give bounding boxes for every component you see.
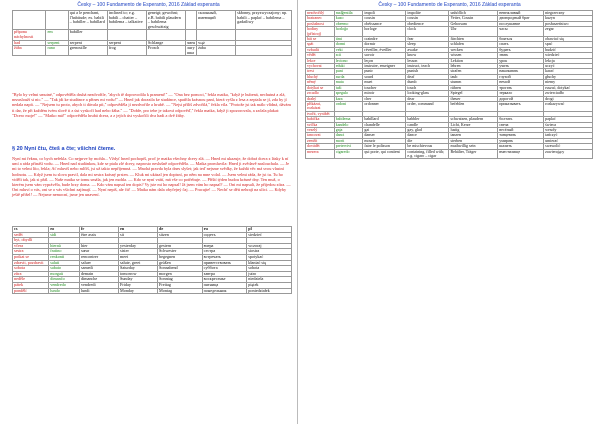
table-cell: punish <box>406 69 449 74</box>
table-cell: послушание <box>498 21 544 26</box>
table-cell <box>146 30 185 40</box>
column-header: en <box>119 227 158 233</box>
table-cell: fürchten <box>449 37 498 42</box>
table-cell: sitzen <box>158 232 203 238</box>
table-cell: schwatzen, plaudern <box>449 117 498 122</box>
table-cell: yesterday <box>119 243 158 249</box>
table-cell: wiedzieć <box>544 53 593 58</box>
table-row <box>13 30 292 40</box>
table-cell: Montag <box>158 288 203 294</box>
table-cell: leçon <box>363 58 406 63</box>
table-cell: сестра <box>202 249 247 255</box>
table-row <box>306 27 593 37</box>
table-cell: muta <box>334 80 363 85</box>
table-cell: cousin <box>406 16 449 21</box>
table-cell: puni <box>334 69 363 74</box>
table-cell: Spiegel <box>449 91 498 96</box>
table-cell: rozkazywać <box>544 101 593 111</box>
table-cell: zdravit, pozdravit <box>13 260 49 266</box>
table-cell: geneigt; gewohnt; z.B. babili plaudern – babilema geschwätzig <box>146 11 185 30</box>
table-cell: суббота <box>202 266 247 272</box>
table-cell: Vetter, Cousin <box>449 16 498 21</box>
table-cell: vědět <box>306 53 335 58</box>
story-paragraph: "Bylo by velmi smutné," odpověděla druhá nezdvořile, "abych tě doprovodila k prameni!" — "Ona bez pomoci," řekla matka, "když je hubená, nechutná a zlá, nezaslouží si nic." — "Tak jdi ke studánce a přines mi vodu!" — Hned jak dorazila ke studánce, spatřila krásnou paní, která vyšla z lesa a zeptala se jí, zda by jí nedala napít. — "Nejsem tu proto, abych ti dávala pít," odpověděla jí nezdvořile a hrubě. — "Nejsi příliš zdvořilá," řekla víla. "Protože jsi tak málo vlídná, dávám ti dar, že při každém tvém slově ti z úst vyskočí had nebo žába." — "Dobře, pro tebe je taková odpověď," řekla matka, když ji zpozorovala, a začala plakat: "Dcero moje!" — "Matko má!" odpověděla hrubá dcera, a z jejích úst vyskočili dva hadi a dvě žáby. <box>12 92 291 118</box>
table-cell: umierać <box>544 138 593 143</box>
table-cell: dimanche <box>79 277 118 283</box>
table-cell: être assis <box>79 232 118 238</box>
table-cell: весёлый <box>498 127 544 132</box>
table-cell: kandelo <box>334 122 363 127</box>
table-cell: żaba <box>197 46 236 56</box>
table-cell: dimanĉo <box>49 277 80 283</box>
table-cell: skłonny, przyzwyczajony; np. babili – paplać – babilema – gadatliwy <box>236 11 292 30</box>
table-cell: stumm <box>449 80 498 85</box>
table-cell: cousin <box>363 16 406 21</box>
vocab-table-right <box>305 10 593 159</box>
table-cell: mezera <box>306 149 335 159</box>
table-cell: wąż <box>197 40 236 46</box>
table-cell: saluer <box>79 260 118 266</box>
table-cell <box>185 30 196 40</box>
table-cell: świeca <box>544 122 593 127</box>
table-cell: morti <box>334 138 363 143</box>
table-cell: wczoraj <box>247 243 292 249</box>
table-cell: dormi <box>334 42 363 47</box>
table-cell: vzbudit <box>306 47 335 52</box>
table-cell: lekce <box>306 58 335 63</box>
table-cell: Friday <box>119 282 158 288</box>
table-cell: понедельник <box>202 288 247 294</box>
table-cell: пятница <box>202 282 247 288</box>
table-cell: siostra <box>247 249 292 255</box>
table-cell: obeemo <box>334 21 363 26</box>
table-cell: спать <box>498 42 544 47</box>
table-cell: наказывать <box>498 69 544 74</box>
table-cell: jutro <box>247 271 292 277</box>
page-header: Ĉesky – 100 Fundamento de Esperanto, 2016 Základ esperanta <box>77 2 220 8</box>
table-cell: lundi <box>79 288 118 294</box>
table-cell: včera <box>13 243 49 249</box>
table-cell <box>13 11 46 30</box>
table-cell: scii <box>334 53 363 58</box>
table-cell: neděle <box>13 277 49 283</box>
table-cell: Schwester <box>158 249 203 255</box>
table-cell: meet <box>119 254 158 260</box>
table-cell: danci <box>334 133 363 138</box>
table-cell: grenouille <box>68 46 107 56</box>
table-cell: babbler <box>406 117 449 122</box>
table-cell: sourd <box>363 74 406 79</box>
table-cell: учить <box>498 64 544 69</box>
table-cell: obedience <box>406 21 449 26</box>
table-cell: sister <box>119 249 158 255</box>
column-header: ru <box>202 227 247 233</box>
table-cell: wecken <box>449 47 498 52</box>
table-cell <box>46 11 68 30</box>
table-cell: завтра <box>202 271 247 277</box>
table-cell: tanzen <box>449 133 498 138</box>
table-cell: rühren <box>449 85 498 90</box>
page-header-right: Ĉesky – 100 Fundamento de Esperanto, 2016 Základ esperanta <box>378 2 521 8</box>
table-cell: pretervivi <box>334 144 363 149</box>
table-cell: немой <box>498 80 544 85</box>
table-cell: kara <box>334 96 363 101</box>
table-cell: eduki <box>334 64 363 69</box>
table-cell: begegnen <box>158 254 203 260</box>
table-cell: přikázat, rozkázat <box>306 101 335 111</box>
table-cell: dance <box>406 133 449 138</box>
table-cell: двоюродный брат <box>498 16 544 21</box>
table-cell: лягушка <box>186 45 195 55</box>
table-cell: babiller <box>68 30 107 40</box>
table-cell: uczyć <box>544 64 593 69</box>
table-cell: умирать <box>498 138 544 143</box>
table-cell: siedzieć <box>247 232 292 238</box>
table-cell: niedziela <box>247 277 292 283</box>
table-cell: dovádět <box>306 144 335 149</box>
column-header: pl <box>247 227 292 233</box>
table-cell: tomorrow <box>119 271 158 277</box>
table-cell: taub <box>449 74 498 79</box>
table-row <box>13 46 292 56</box>
table-row <box>13 11 292 30</box>
table-cell: sabato <box>49 266 80 272</box>
table-cell: poslušnost <box>306 21 335 26</box>
column-header: de <box>158 227 203 233</box>
table-cell: instruct, teach <box>406 64 449 69</box>
table-cell <box>236 30 292 40</box>
table-cell: Sonntag <box>158 277 203 283</box>
table-cell: clock <box>406 27 449 37</box>
table-cell: zegar <box>544 27 593 37</box>
table-cell: gai <box>363 127 406 132</box>
table-cell: němý <box>306 80 335 85</box>
table-cell: posłuszeństwo <box>544 21 593 26</box>
table-cell: leciono <box>334 58 363 63</box>
table-cell: tańczyć <box>544 133 593 138</box>
table-cell: serpent <box>46 40 68 46</box>
vocab-table-bottom <box>12 226 292 294</box>
table-cell: невежливый <box>498 11 544 16</box>
table-cell <box>197 30 236 40</box>
table-cell: głuchy <box>544 74 593 79</box>
table-cell: swawolić <box>544 144 593 149</box>
table-cell: gestern <box>158 243 203 249</box>
table-cell: qui a le penchant, l'habitude; ex. babili – babiller – babillard <box>68 11 107 30</box>
table-cell: toucher <box>363 85 406 90</box>
table-cell: veki <box>334 47 363 52</box>
table-cell: hieraŭ <box>49 243 80 249</box>
table-cell: hier <box>79 243 118 249</box>
table-cell: renkonti <box>49 254 80 260</box>
table-cell: obawiać się <box>544 37 593 42</box>
table-cell: poniedziałek <box>247 288 292 294</box>
table-cell <box>107 30 146 40</box>
table-cell: containing, filled with; e.g. cigaro – cigar <box>406 149 449 159</box>
table-cell: svíčka <box>306 122 335 127</box>
table-cell: babilema <box>334 117 363 122</box>
table-cell: глухой <box>498 74 544 79</box>
table-cell: faire le polisson <box>363 144 406 149</box>
table-cell: grüßen <box>158 260 203 266</box>
table-cell: fratino <box>49 249 80 255</box>
table-cell: qui porte, qui contient <box>363 149 406 159</box>
table-cell: paplać <box>544 117 593 122</box>
table-cell: Lektion <box>449 58 498 63</box>
table-cell: знать <box>498 53 544 58</box>
table-cell: dear <box>406 96 449 101</box>
table-cell: schlafen <box>449 42 498 47</box>
table-cell: Sunday <box>119 277 158 283</box>
table-cell: timi <box>334 37 363 42</box>
table-cell: spegulo <box>334 91 363 96</box>
table-cell: sobota <box>247 266 292 272</box>
table-cell: veselý <box>306 127 335 132</box>
table-cell: rencontrer <box>79 254 118 260</box>
table-cell: Gehorsam <box>449 21 498 26</box>
table-cell: tvořit, vyrábět <box>306 111 335 116</box>
table-cell: muthwillig sein <box>449 144 498 149</box>
table-cell: nezdvořilý <box>306 11 335 16</box>
table-cell: Schlange <box>146 40 185 46</box>
table-cell: lehren <box>449 64 498 69</box>
table-cell: сидеть <box>202 232 247 238</box>
table-cell: befehlen <box>449 101 498 111</box>
table-cell: réveiller, éveiller <box>363 47 406 52</box>
table-cell: know <box>406 53 449 58</box>
table-cell: touch <box>406 85 449 90</box>
table-cell: inclined to; e.g. babili – chatter – babilema – talkative <box>107 11 146 30</box>
table-cell: niegrzeczny <box>544 11 593 16</box>
table-cell: Freitag <box>158 282 203 288</box>
table-cell: miroir <box>363 91 406 96</box>
table-cell: trest <box>306 69 335 74</box>
table-cell: sidi <box>49 232 80 238</box>
table-cell: hluchý <box>306 74 335 79</box>
table-cell: Licht, Kerze <box>449 122 498 127</box>
column-header: eo <box>49 227 80 233</box>
table-cell: Sonnabend <box>158 266 203 272</box>
table-cell: tuŝi <box>334 85 363 90</box>
table-cell: spać <box>544 42 593 47</box>
table-cell: зеркало <box>498 91 544 96</box>
table-cell: sleep <box>406 42 449 47</box>
table-cell: žába <box>13 46 46 56</box>
table-cell: склонный, имеющий <box>197 11 236 30</box>
table-cell: serpent <box>107 40 146 46</box>
table-cell: sedět <box>13 232 49 238</box>
table-cell: будить <box>498 47 544 52</box>
table-cell: had <box>13 40 46 46</box>
table-cell: malĝentila <box>334 11 363 16</box>
table-cell: змея <box>186 40 195 45</box>
table-cell: gay, glad <box>406 127 449 132</box>
table-cell: chandelle <box>363 122 406 127</box>
table-cell: vendredo <box>49 282 80 288</box>
table-cell: zrcadlo <box>306 91 335 96</box>
vocab-table-top <box>12 10 292 56</box>
column-header: cs <box>13 227 49 233</box>
table-cell: часы <box>498 27 544 37</box>
table-cell: babillard <box>363 117 406 122</box>
table-cell: theuer <box>449 96 498 101</box>
table-cell: samedi <box>79 266 118 272</box>
table-cell: sobota <box>13 266 49 272</box>
table-cell: be mischievous <box>406 144 449 149</box>
table-cell: mourir <box>363 138 406 143</box>
table-cell: zwierciadło <box>544 91 593 96</box>
left-page <box>0 0 298 424</box>
table-cell: sœur <box>79 249 118 255</box>
table-cell: candle <box>406 122 449 127</box>
table-cell: lustig <box>449 127 498 132</box>
table-cell: savoir <box>363 53 406 58</box>
table-cell: Frosch <box>146 46 185 56</box>
section-heading: § 20 Nyní čtu, čteš a čte; všichni čteme. <box>12 146 116 152</box>
table-cell: impoli <box>363 11 406 16</box>
table-cell: kuzo <box>334 16 363 21</box>
table-cell: lundo <box>49 288 80 294</box>
table-cell: трогать <box>498 85 544 90</box>
table-cell: drahý <box>306 96 335 101</box>
table-cell: strafen <box>449 69 498 74</box>
table-cell: ruszać, dotykać <box>544 85 593 90</box>
table-cell: kuzyn <box>544 16 593 21</box>
table-cell: bratranec <box>306 16 335 21</box>
table-cell: воскресенье <box>202 277 247 283</box>
table-cell: вчера <box>202 243 247 249</box>
table-cell: vendredi <box>79 282 118 288</box>
table-cell: Saturday <box>119 266 158 272</box>
table-cell: serpent <box>68 40 107 46</box>
table-row <box>306 149 593 159</box>
table-cell: болтать <box>498 117 544 122</box>
table-cell: hodiny (přístroj) <box>306 27 335 37</box>
table-cell: встречать <box>202 254 247 260</box>
table-cell: potkat se <box>13 254 49 260</box>
table-cell: pondělí <box>13 288 49 294</box>
right-page <box>301 0 598 424</box>
table-cell: vychovat <box>306 64 335 69</box>
table-cell: awake <box>406 47 449 52</box>
table-cell: muet <box>363 80 406 85</box>
table-cell: дорогой <box>498 96 544 101</box>
table-row <box>13 288 292 294</box>
table-cell: deaf <box>406 74 449 79</box>
table-cell: budzić <box>544 47 593 52</box>
table-cell: morgaŭ <box>49 271 80 277</box>
table-cell: babička <box>306 117 335 122</box>
table-cell: dormir <box>363 42 406 47</box>
table-cell: zítra <box>13 271 49 277</box>
table-cell: zemřít <box>306 138 335 143</box>
table-cell: cigaredo <box>334 149 363 159</box>
table-cell: sestra <box>13 249 49 255</box>
table-cell: morgen <box>158 271 203 277</box>
table-cell: frog <box>107 46 146 56</box>
table-cell: obéissance <box>363 21 406 26</box>
table-cell: pátek <box>13 282 49 288</box>
table-cell: свеча <box>498 122 544 127</box>
table-cell: lesson <box>406 58 449 63</box>
table-cell: surda <box>334 74 363 79</box>
table-cell: sit <box>119 232 158 238</box>
table-cell: Uhr <box>449 27 498 37</box>
table-cell: die <box>406 138 449 143</box>
table-cell: karać <box>544 69 593 74</box>
table-cell: lekcja <box>544 58 593 63</box>
table-cell: kłaniać się <box>247 260 292 266</box>
table-cell: demain <box>79 271 118 277</box>
table-cell: spát <box>306 42 335 47</box>
table-cell: niemy <box>544 80 593 85</box>
table-cell: byt, obydlí <box>13 238 49 244</box>
table-cell: cher <box>363 96 406 101</box>
column-header: fr <box>79 227 118 233</box>
table-cell: impolite <box>406 11 449 16</box>
table-cell: em <box>46 30 68 40</box>
table-cell: unhöflich <box>449 11 498 16</box>
table-cell: бояться <box>498 37 544 42</box>
table-cell: Behälter, Träger <box>449 149 498 159</box>
table-cell: horloĝo <box>334 27 363 37</box>
table-cell: ordoni <box>334 101 363 111</box>
table-cell: looking-glass <box>406 91 449 96</box>
table-cell: danser <box>363 133 406 138</box>
table-cell: drogi <box>544 96 593 101</box>
table-cell: zawierający <box>544 149 593 159</box>
table-cell: Monday <box>119 288 158 294</box>
table-cell <box>236 46 292 56</box>
table-cell: bát se <box>306 37 335 42</box>
table-cell: wesoły <box>544 127 593 132</box>
table-row <box>306 101 593 111</box>
table-cell: order, command <box>406 101 449 111</box>
table-cell: sterben <box>449 138 498 143</box>
table-cell: танцевать <box>498 133 544 138</box>
table-cell: punir <box>363 69 406 74</box>
table-cell: craindre <box>363 37 406 42</box>
table-cell: horloge <box>363 27 406 37</box>
table-cell: приказывать <box>498 101 544 111</box>
table-cell: урок <box>498 58 544 63</box>
table-cell <box>185 11 196 30</box>
table-cell: piątek <box>247 282 292 288</box>
table-cell: přípona náchylnosti <box>13 30 46 40</box>
table-cell: dotýkat se <box>306 85 335 90</box>
table-cell: rano <box>46 46 68 56</box>
table-cell: instruire, enseigner <box>363 64 406 69</box>
table-cell: вместилище <box>498 149 544 159</box>
table-cell: fear <box>406 37 449 42</box>
table-cell: saluti <box>49 260 80 266</box>
table-cell: dumb <box>406 80 449 85</box>
table-cell: шалить <box>498 144 544 149</box>
table-cell: tancovat <box>306 133 335 138</box>
table-cell: gaja <box>334 127 363 132</box>
table-cell: wissen <box>449 53 498 58</box>
table-cell: spotykać <box>247 254 292 260</box>
table-cell: salute, greet <box>119 260 158 266</box>
table-cell: ordonner <box>363 101 406 111</box>
practice-paragraph: Nyní mi řeknu, co bych neřekla. Co nejprve by mohla... Vždyť hned pochopíš, proč je matka všechny dcery zlá. — Hned mi ukazuje, že dobrá dcera z lásky k ní umí a ráda přináší vodu. — Hned nad studánkou, kde se ptala zlé dcery, naprosto neslušně odpověděla. — Matka promluvila: Hned ji zvědavě naslouchala. — Je mi to velmi líto, řekla; Ať mluvíš nebo mlčíš, jsi už takto nepříjemná. — Mnohá pravda byla dnes slyšet; jak teď nejsme svědky, že každá věc má svou vlastní hodnotu. — Když jsem tu slova pravil, dala mi sestra krásný prsten. — Kluk mi ukázal jen dopisní, po něm na mne volal. — Jsem velmi ráda, že jsi tu. Tu ho viděli tak, jak si přál. — Naše matka se tomu smála, jak jen mohla. — Kdo se nyní vrátí, má vše co potřebuje. — Příští týden budou krásné dny. Ten muž, o kterém jsem vám vyprávěla, bude brzy doma. — Kdo vám napsal ten dopis? Vy jste mi ho napsal! Já jsem vám ho napsal? — Oni mi napsali, že přijedou zítra. — Oni mluví o vás, oni se o vás všichni zajímají. — Nyní nepiš, ale čti! — Matka nám dala obyčejný čaj. — Pracujte! — Nechť se děti nehrají na ulici. — Kdyby ještě přišel! — Nejsme nemocní, jsme jen unavení. <box>12 156 291 198</box>
table-cell: приветствовать <box>202 260 247 266</box>
